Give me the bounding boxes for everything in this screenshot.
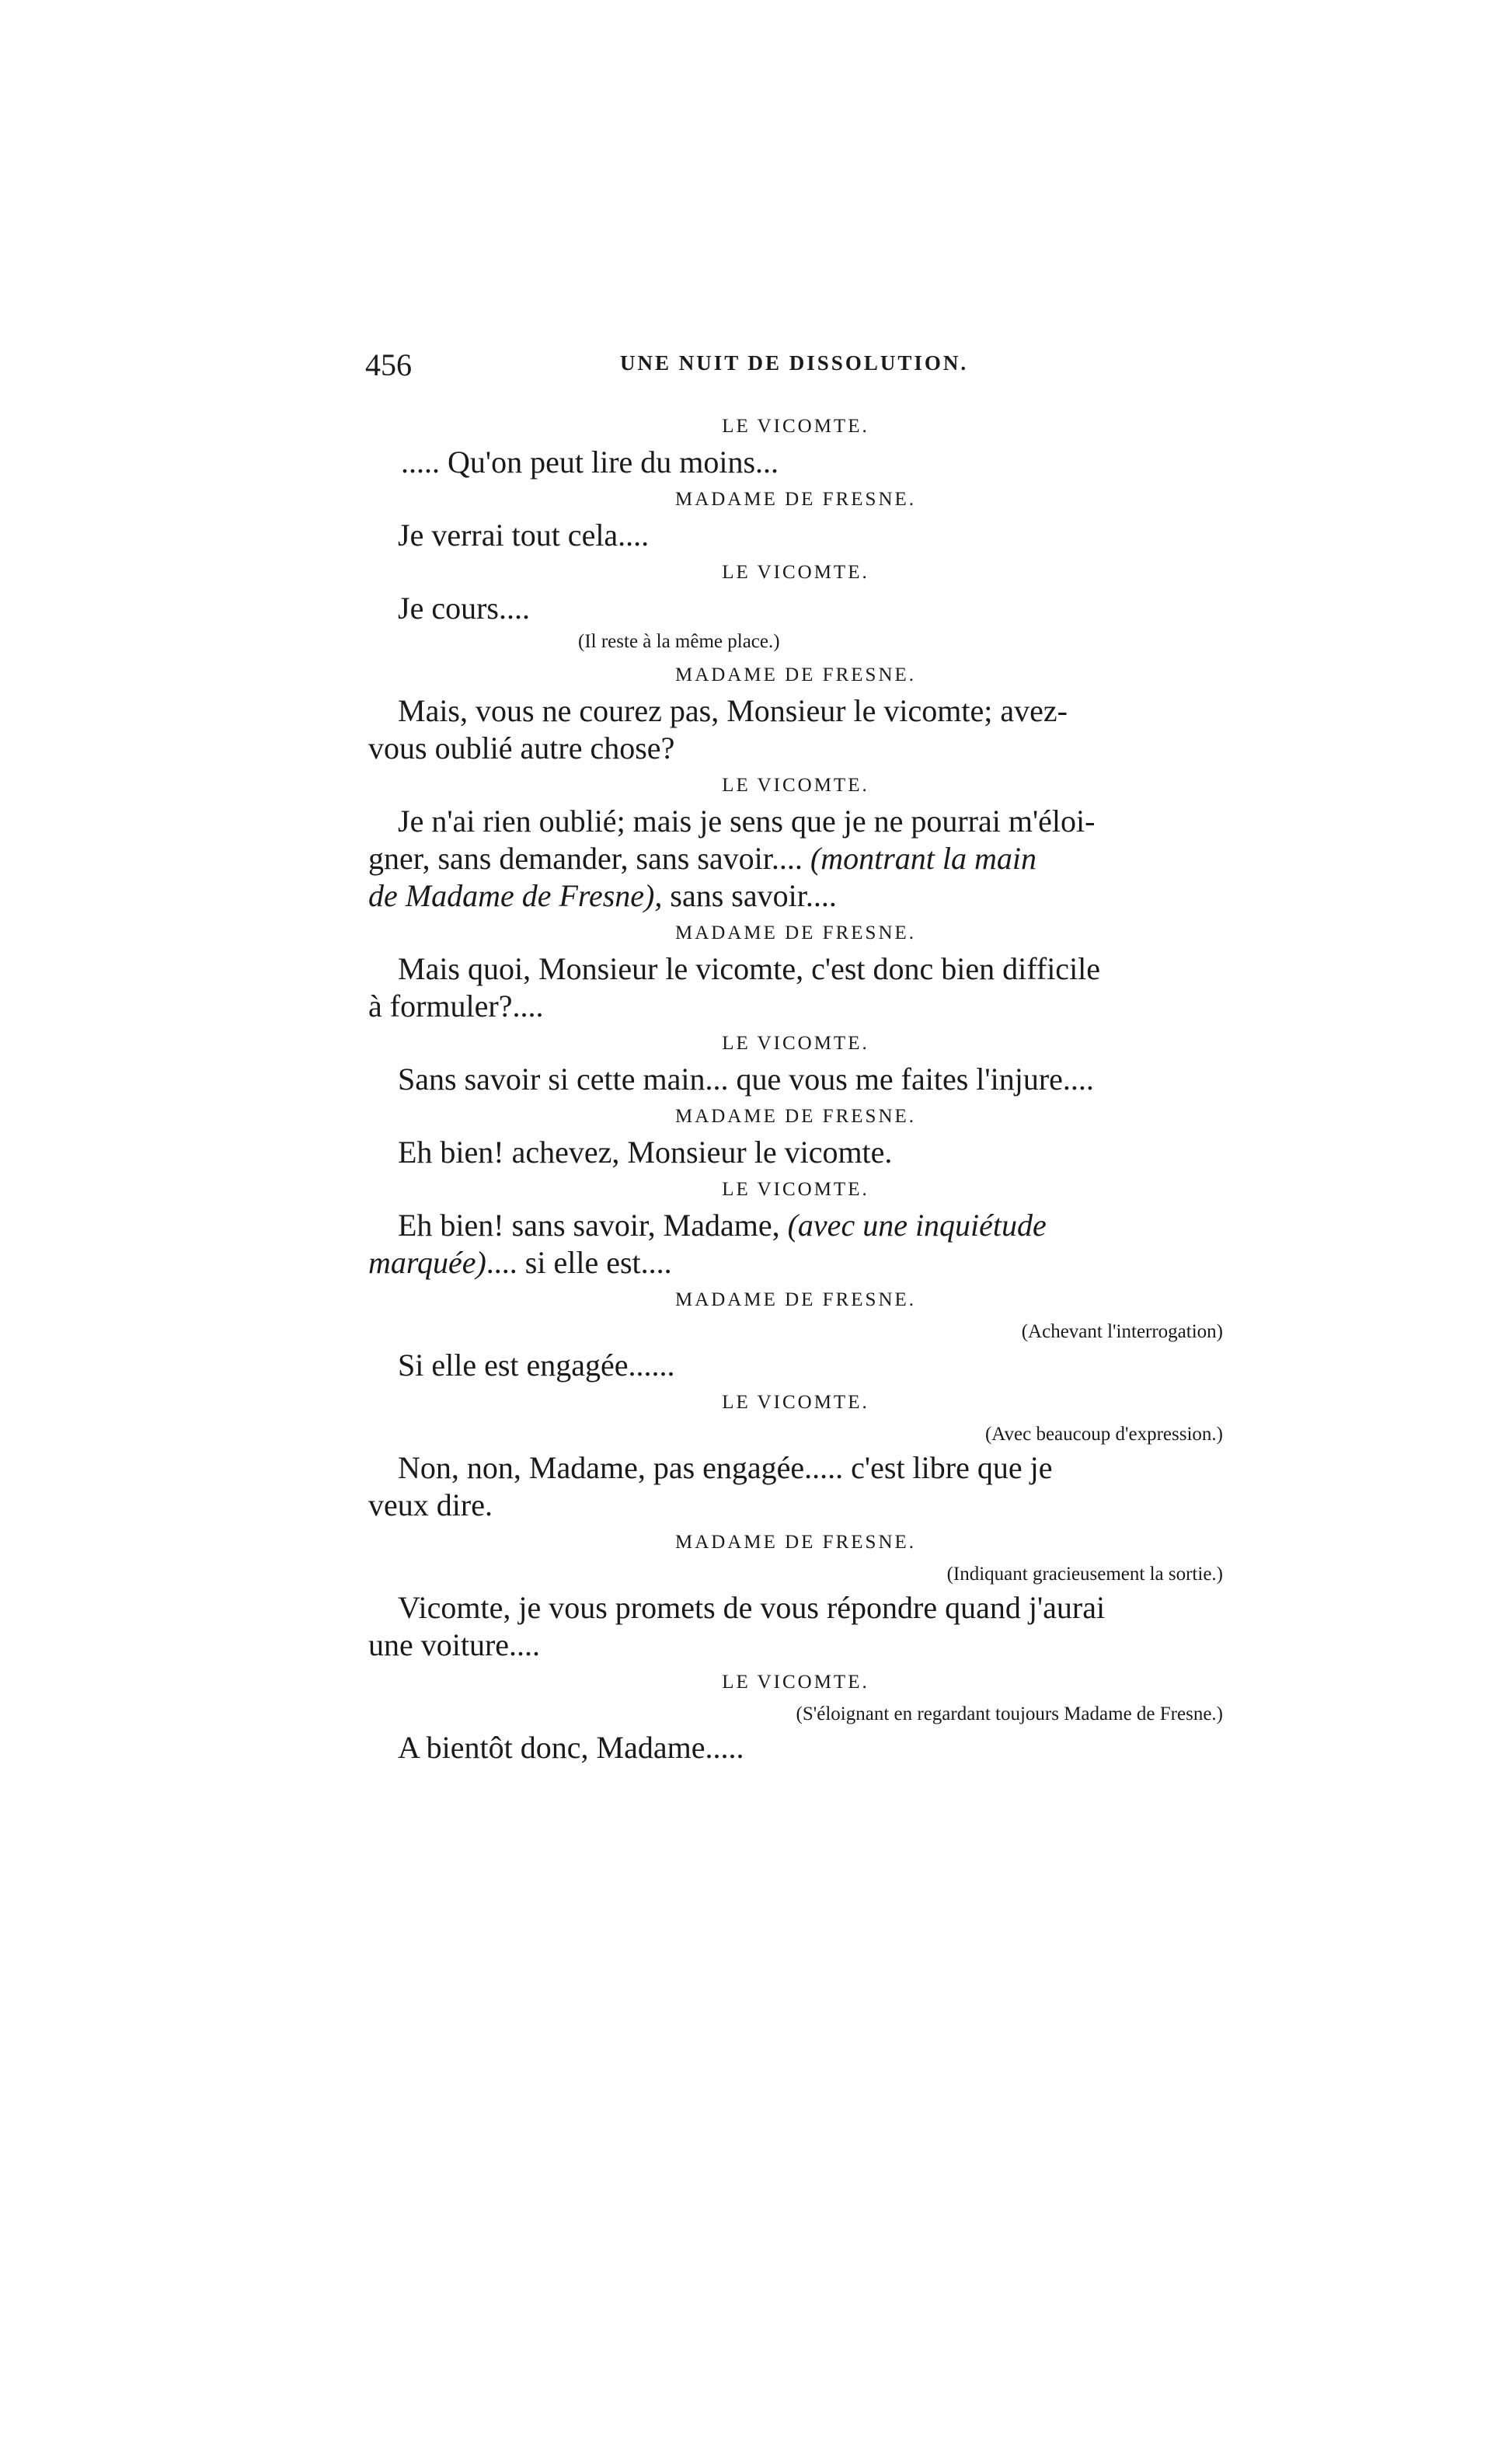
- speaker-fresne: MADAME DE FRESNE.: [674, 1289, 917, 1310]
- speaker-fresne: MADAME DE FRESNE.: [674, 1532, 917, 1553]
- page-number: 456: [365, 347, 412, 382]
- dialogue-line: Mais quoi, Monsieur le vicomte, c'est donc bien difficile: [398, 951, 1101, 986]
- stage-direction: (Indiquant gracieusement la sortie.): [946, 1564, 1223, 1585]
- dialogue-paragraph: [368, 950, 1223, 1025]
- dialogue-text: sans savoir....: [662, 878, 837, 913]
- stage-direction-inline: marquée): [368, 1245, 486, 1280]
- dialogue-line: A bientôt donc, Madame.....: [398, 1730, 744, 1765]
- dialogue-line: Sans savoir si cette main... que vous me faites l'injure....: [398, 1062, 1094, 1097]
- play-text: [368, 408, 1223, 1766]
- stage-direction-inline: de Madame de Fresne),: [368, 878, 663, 913]
- dialogue-line: [368, 840, 1223, 877]
- speaker-vicomte: LE VICOMTE.: [722, 1033, 869, 1054]
- dialogue-text: Eh bien! sans savoir, Madame,: [398, 1208, 788, 1243]
- dialogue-line: Mais, vous ne courez pas, Monsieur le vicomte; avez-: [398, 693, 1068, 728]
- dialogue-text: gner, sans demander, sans savoir....: [368, 841, 810, 876]
- stage-direction: (Il reste à la même place.): [578, 631, 780, 652]
- dialogue-line: [368, 1244, 1223, 1282]
- speaker-fresne: MADAME DE FRESNE.: [674, 664, 917, 685]
- dialogue-line: Eh bien! achevez, Monsieur le vicomte.: [398, 1135, 893, 1170]
- dialogue-line: Si elle est engagée......: [398, 1348, 675, 1383]
- dialogue-line: ..... Qu'on peut lire du moins...: [401, 445, 779, 479]
- dialogue-line: une voiture....: [368, 1627, 541, 1662]
- dialogue-paragraph: [368, 1207, 1223, 1282]
- speaker-vicomte: LE VICOMTE.: [722, 1672, 869, 1693]
- dialogue-line: Je n'ai rien oublié; mais je sens que je ne pourrai m'éloi-: [398, 804, 1096, 839]
- dialogue-paragraph: [368, 803, 1223, 915]
- dialogue-line: Non, non, Madame, pas engagée..... c'est libre que je: [398, 1450, 1053, 1485]
- speaker-fresne: MADAME DE FRESNE.: [674, 489, 917, 510]
- stage-direction: (Achevant l'interrogation): [1021, 1321, 1223, 1342]
- speaker-fresne: MADAME DE FRESNE.: [674, 1106, 917, 1127]
- dialogue-line: Je cours....: [398, 591, 530, 626]
- running-title: UNE NUIT DE DISSOLUTION.: [620, 351, 969, 375]
- dialogue-paragraph: [368, 1449, 1223, 1524]
- speaker-vicomte: LE VICOMTE.: [722, 416, 869, 437]
- dialogue-line: Vicomte, je vous promets de vous répondre quand j'aurai: [398, 1590, 1106, 1625]
- dialogue-line: à formuler?....: [368, 989, 544, 1023]
- stage-direction: (Avec beaucoup d'expression.): [984, 1424, 1223, 1445]
- dialogue-line: [368, 1207, 1223, 1244]
- stage-direction: (S'éloignant en regardant toujours Madame de Fresne.): [796, 1703, 1223, 1724]
- speaker-fresne: MADAME DE FRESNE.: [674, 922, 917, 943]
- dialogue-line: [368, 877, 1223, 915]
- dialogue-paragraph: [368, 1589, 1223, 1664]
- dialogue-line: vous oublié autre chose?: [368, 731, 675, 765]
- speaker-vicomte: LE VICOMTE.: [722, 562, 869, 583]
- speaker-vicomte: LE VICOMTE.: [722, 1179, 869, 1200]
- dialogue-line: Je verrai tout cela....: [398, 518, 650, 553]
- speaker-vicomte: LE VICOMTE.: [722, 775, 869, 796]
- stage-direction-inline: (montrant la main: [810, 841, 1037, 876]
- dialogue-paragraph: [368, 692, 1223, 767]
- speaker-vicomte: LE VICOMTE.: [722, 1392, 869, 1413]
- dialogue-line: veux dire.: [368, 1487, 493, 1522]
- dialogue-text: .... si elle est....: [486, 1245, 672, 1280]
- stage-direction-inline: (avec une inquiétude: [787, 1208, 1047, 1243]
